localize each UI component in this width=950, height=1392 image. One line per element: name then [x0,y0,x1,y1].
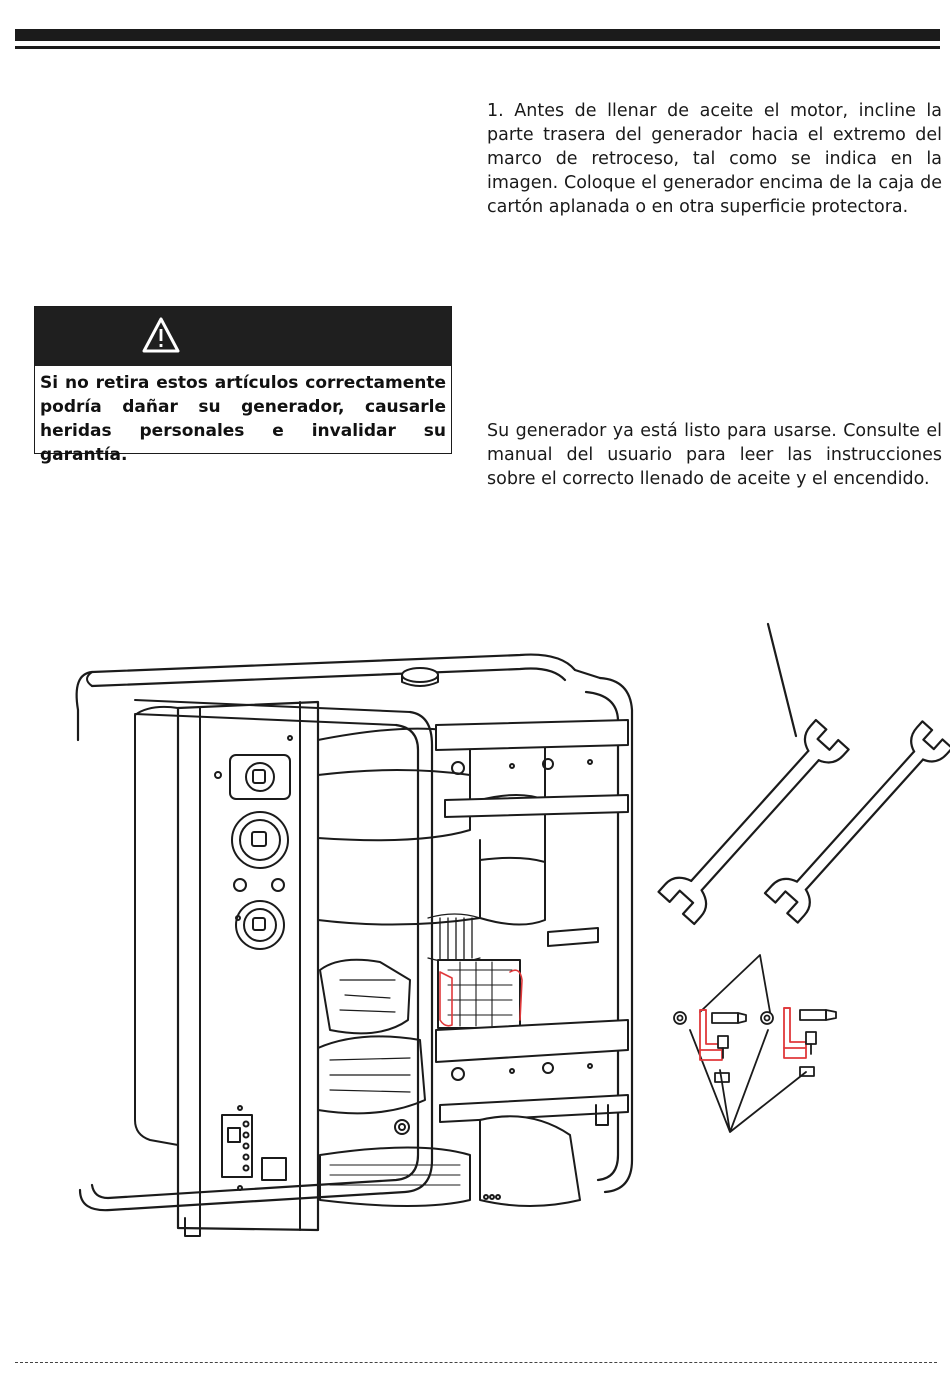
header-rule-thick [15,29,940,41]
warning-line: podría dañar su generador, causarle [40,397,446,417]
ready-paragraph: Su generador ya está listo para usarse. Consulte el manual del usuario para leer las instrucciones sobre el correcto llenado de aceite y el encendido. [487,421,942,489]
warning-triangle-icon [141,316,181,354]
warning-header [35,307,451,366]
generator-illustration [0,600,950,1260]
warning-line: Si no retira estos artículos correctamente [40,373,446,393]
warning-text [40,371,446,467]
header-rule-thin [15,46,940,49]
warning-line: heridas personales e invalidar su garantía. [40,421,446,465]
bracket-hardware-icon [674,955,836,1132]
generator-drawing [77,655,632,1236]
wrench-pair-icon [659,624,950,924]
footer-dashed-rule [15,1362,937,1363]
warning-box [34,306,452,465]
step-1-paragraph: 1. Antes de llenar de aceite el motor, incline la parte trasera del generador hacia el extremo del marco de retroceso, tal como se indica en la imagen. Coloque el generador encima de la caja de cartón aplanada o en otra superficie protectora. [487,101,942,217]
